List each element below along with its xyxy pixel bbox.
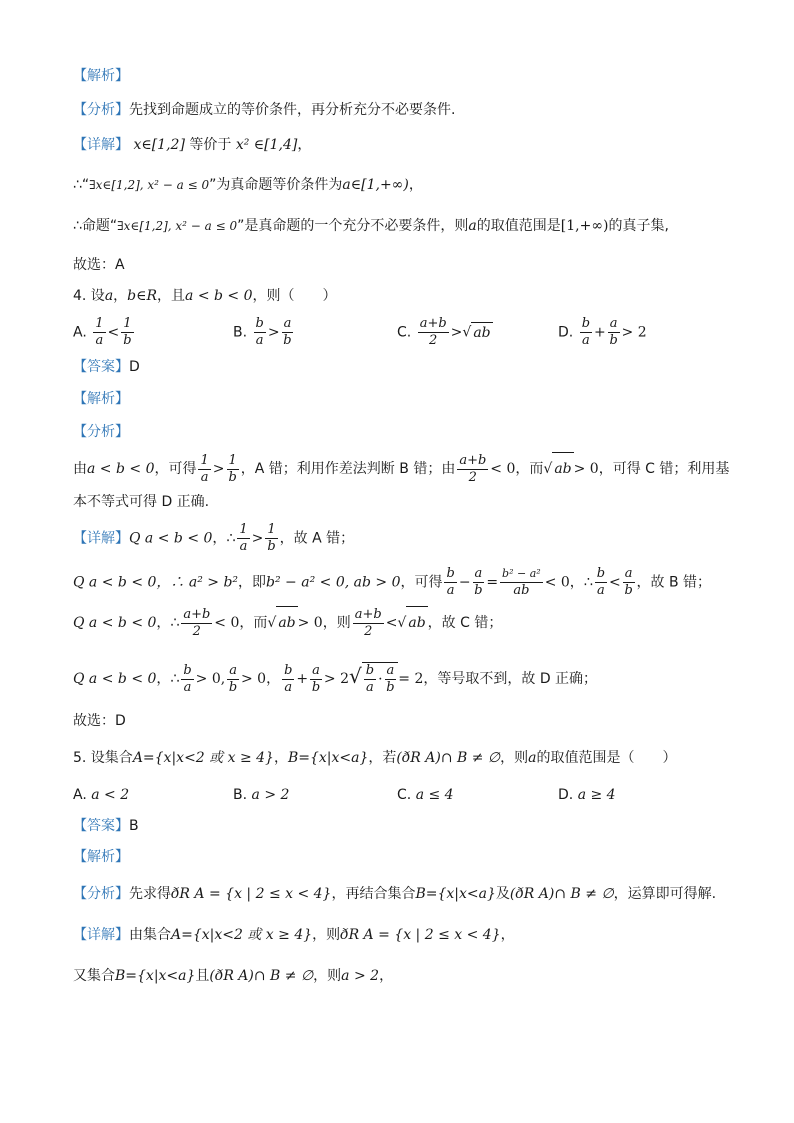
answer-4: 【答案】D — [73, 359, 140, 375]
q4-option-d: D. $\frac{b}{a}$ + $\frac{a}{b}$ > 2 — [558, 316, 647, 348]
analysis-heading-4: 【解析】 — [73, 391, 129, 407]
q4-option-c: C. $\frac{a+b}{2}$ >√ ab — [397, 316, 491, 348]
choice-line-q4: 故选：D — [73, 713, 126, 729]
q5-option-d: D. a ≥ 4 — [558, 787, 616, 803]
detail-line-1: 【详解】 x∈[1,2] 等价于 x² ∈[1,4]， — [73, 137, 312, 153]
analysis-heading: 【解析】 — [73, 68, 129, 84]
fenxi-heading-4: 【分析】 — [73, 424, 129, 440]
fenxi-4-line-1: 由a < b < 0，可得 $\frac{1}{a}$ > $\frac{1}{b}$ ，A 错；利用作差法判断 B 错；由 $\frac{a+b}{2}$ < 0，而√ ab > 0，可得 C 错；利用基 — [73, 452, 730, 485]
answer-5: 【答案】B — [73, 818, 139, 834]
detail-4-line-1: 【详解】Q a < b < 0，∴ $\frac{1}{a}$ > $\frac{1}{b}$ ，故 A 错； — [73, 522, 355, 554]
q4-option-a: A. $\frac{1}{a}$ < $\frac{1}{b}$ — [73, 316, 132, 348]
detail-4-line-4: Q a < b < 0，∴ $\frac{b}{a}$ > 0, $\frac{a}{b}$ > 0， $\frac{b}{a}$ + $\frac{a}{b}$ > 2√ $\frac{b}{a}$ · $\frac{a}{b}$ = 2，等号取不到，故 D 正确； — [73, 662, 598, 695]
q5-option-b: B. a > 2 — [233, 787, 290, 803]
analysis-heading-5: 【解析】 — [73, 849, 129, 865]
analysis-line: 【分析】先找到命题成立的等价条件，再分析充分不必要条件. — [73, 102, 456, 118]
q4-option-b: B. $\frac{b}{a}$ > $\frac{a}{b}$ — [233, 316, 292, 348]
q5-option-c: C. a ≤ 4 — [397, 787, 454, 803]
detail-line-3: ∴命题“∃x∈[1,2], x² − a ≤ 0”是真命题的一个充分不必要条件，则a的取值范围是[1,+∞)的真子集, — [73, 218, 669, 234]
fenxi-4-line-2: 本不等式可得 D 正确. — [73, 494, 210, 510]
detail-4-line-2: Q a < b < 0，∴ a² > b²，即b² − a² < 0, ab > 0，可得 $\frac{b}{a}$ − $\frac{a}{b}$ = $\frac{\text{b² − a²}}{ab}$ < 0，∴ $\frac{b}{a}$ < $\frac{a}{b}$ ，故 B 错； — [73, 566, 712, 598]
detail-5-line-1: 【详解】由集合A={x|x<2 或 x ≥ 4}，则ðR A = {x | 2 ≤ x < 4}， — [73, 927, 515, 943]
question-4-stem: 4. 设a，b∈R，且a < b < 0，则（ ） — [73, 288, 337, 304]
question-5-stem: 5. 设集合A={x|x<2 或 x ≥ 4}，B={x|x<a}，若(ðR A)∩ B ≠ ∅，则a的取值范围是（ ） — [73, 750, 677, 766]
detail-4-line-3: Q a < b < 0，∴ $\frac{a+b}{2}$ < 0，而√ ab > 0，则 $\frac{a+b}{2}$ <√ ab ，故 C 错； — [73, 606, 503, 639]
detail-line-2: ∴“∃x∈[1,2], x² − a ≤ 0”为真命题等价条件为a∈[1,+∞)， — [73, 177, 423, 193]
q5-option-a: A. a < 2 — [73, 787, 130, 803]
choice-line-q3: 故选：A — [73, 257, 125, 273]
detail-5-line-2: 又集合B={x|x<a}且(ðR A)∩ B ≠ ∅，则a > 2， — [73, 968, 394, 984]
fenxi-5-line: 【分析】先求得ðR A = {x | 2 ≤ x < 4}，再结合集合B={x|x<a}及(ðR A)∩ B ≠ ∅，运算即可得解. — [73, 886, 717, 902]
